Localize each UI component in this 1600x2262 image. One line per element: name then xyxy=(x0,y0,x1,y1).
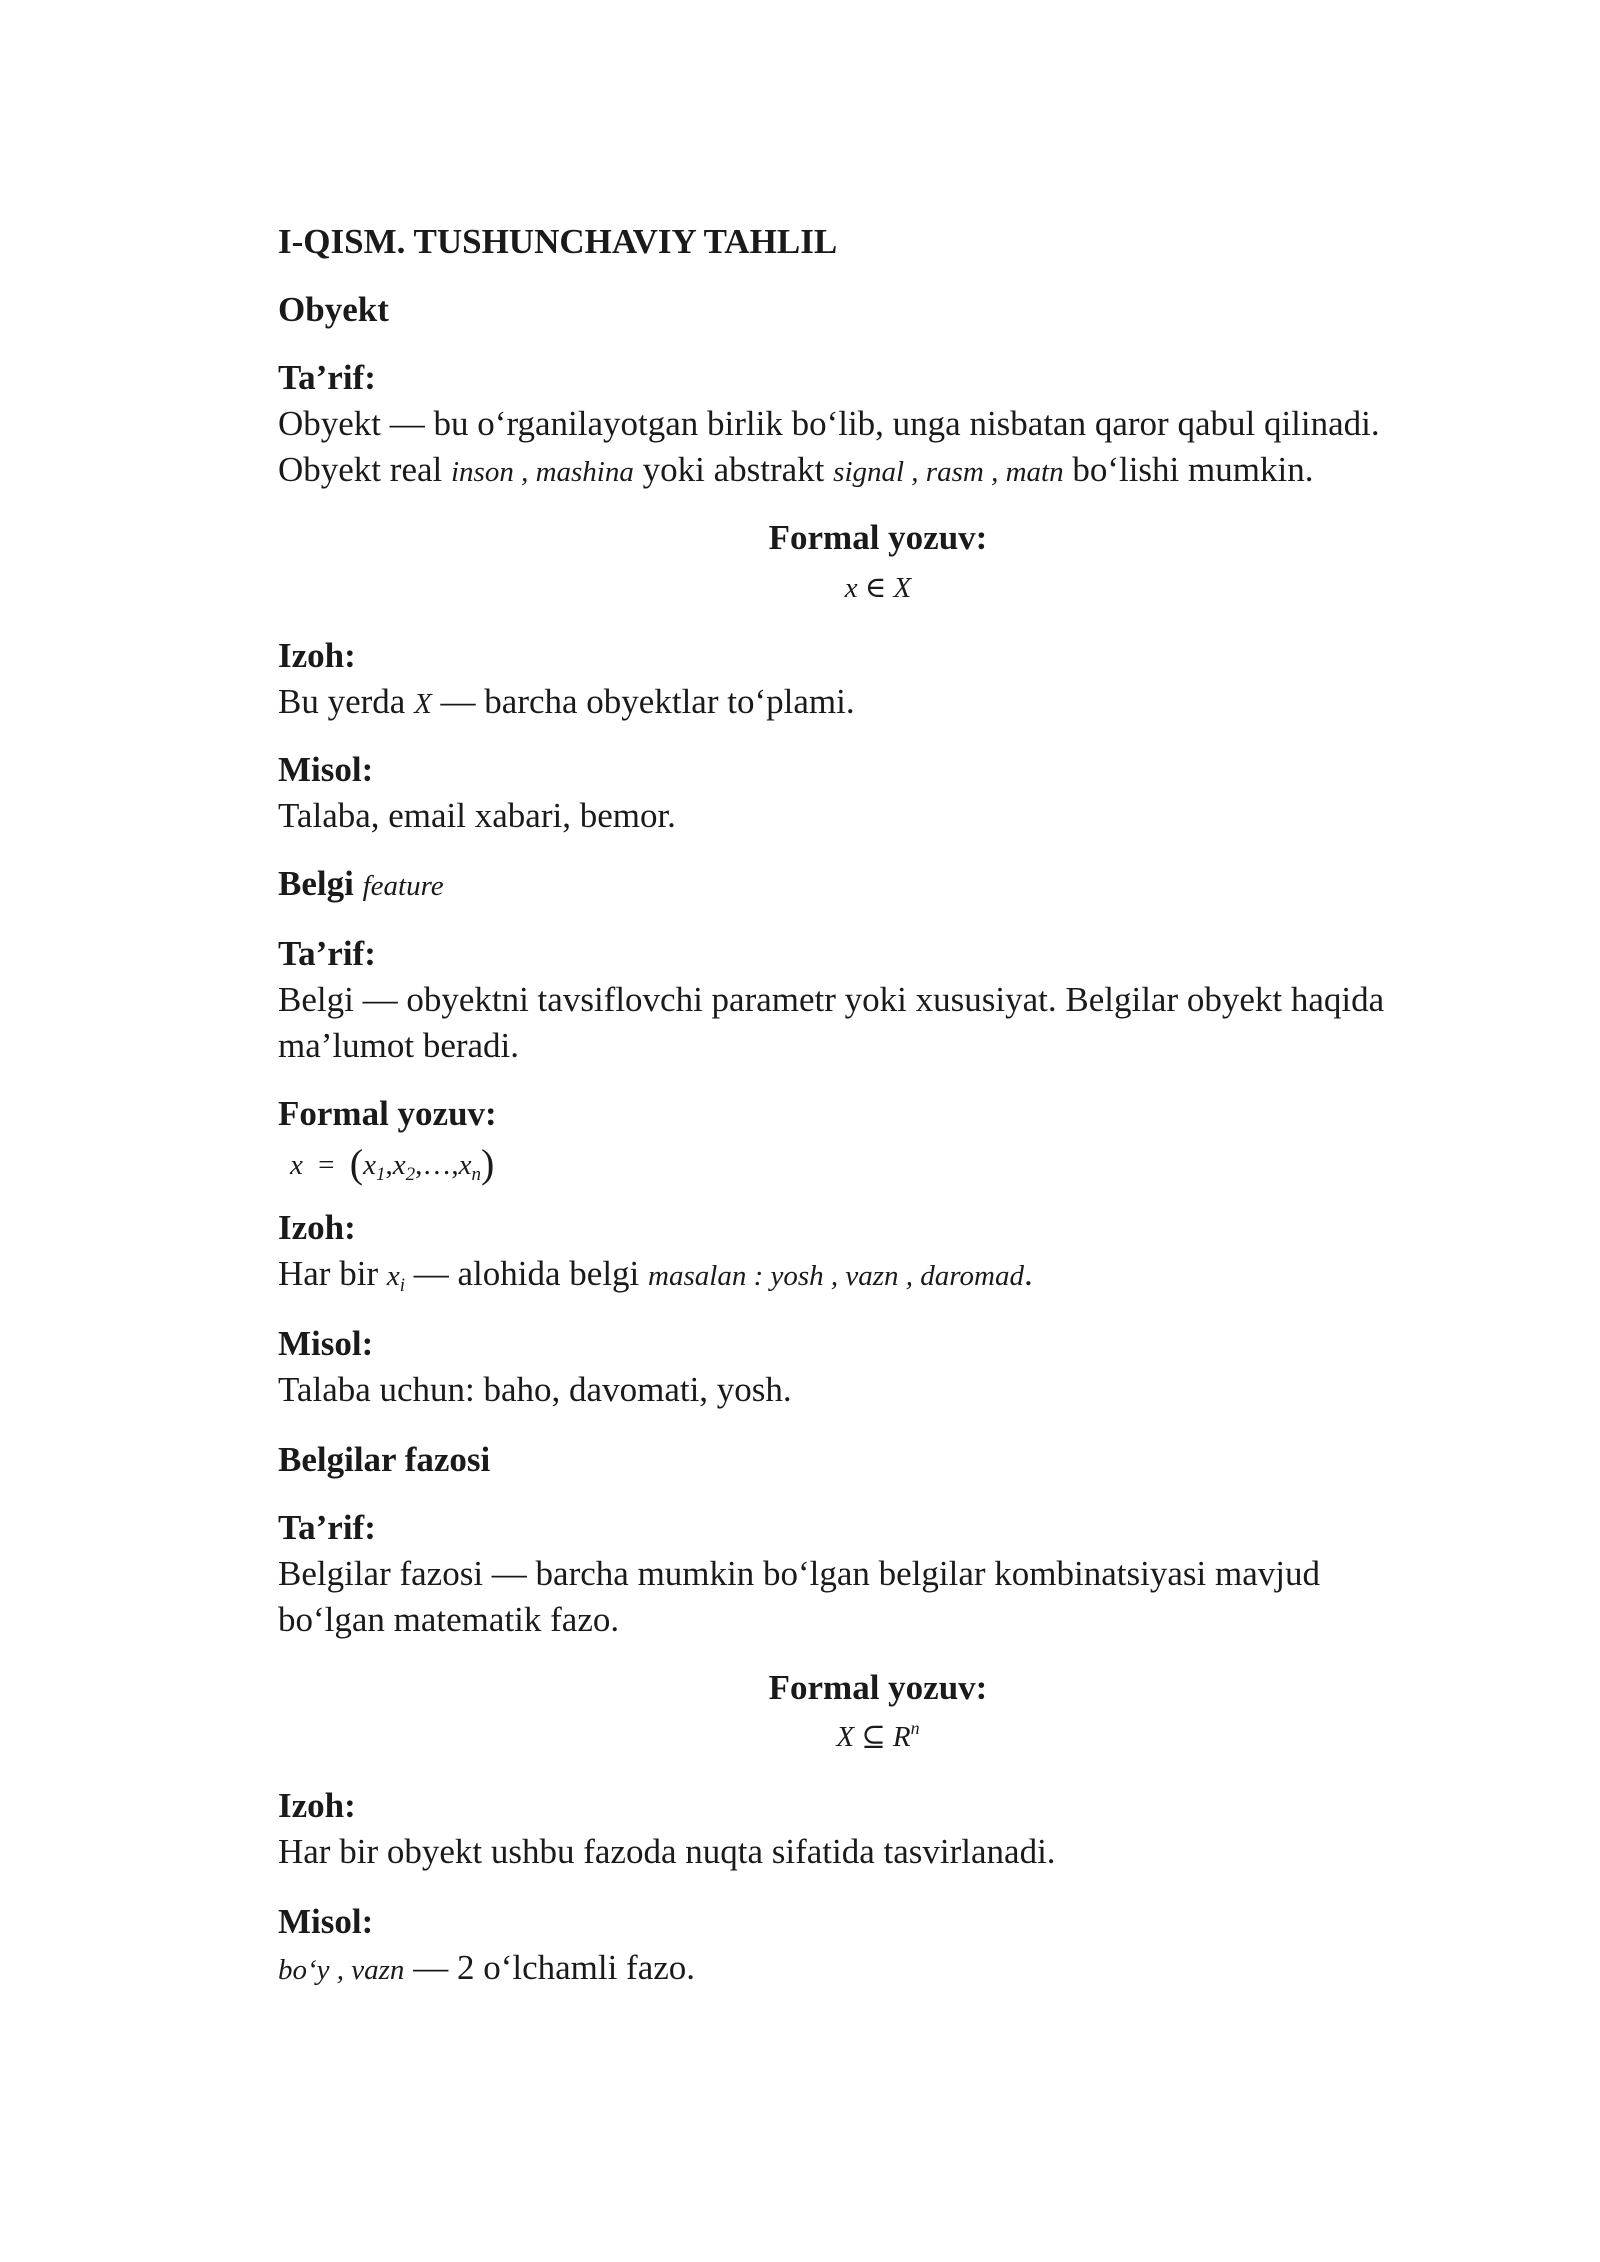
text-run: Har bir xyxy=(278,1254,379,1293)
text-run: — barcha obyektlar to‘plami. xyxy=(440,682,855,721)
example-text: Talaba, email xabari, bemor. xyxy=(278,796,676,835)
note-text xyxy=(278,682,855,722)
text-run: yoki abstrakt xyxy=(642,450,825,489)
example-label: Misol: xyxy=(278,750,374,789)
section-heading-belgilar-fazosi: Belgilar fazosi xyxy=(278,1440,491,1479)
text-run: . xyxy=(1023,1254,1033,1293)
close-paren: ) xyxy=(480,1141,495,1186)
math-operator: = xyxy=(318,1149,335,1181)
definition-label: Ta’rif: xyxy=(278,1508,376,1547)
math-inline: $x_i$ xyxy=(386,1260,406,1296)
definition-label: Ta’rif: xyxy=(278,358,376,397)
text-run: — alohida belgi xyxy=(413,1254,640,1293)
definition-text: Belgilar fazosi — barcha mumkin bo‘lgan belgilar kombinatsiyasi mavjud xyxy=(278,1554,1320,1593)
definition-text: Obyekt — bu o‘rganilayotgan birlik bo‘lib, unga nisbatan qaror qabul qilinadi. xyxy=(278,404,1380,443)
example-label: Misol: xyxy=(278,1324,374,1363)
note-label: Izoh: xyxy=(278,636,356,675)
definition-label: Ta’rif: xyxy=(278,934,376,973)
section-heading-obyekt: Obyekt xyxy=(278,290,389,329)
math-subscript: 1 xyxy=(375,1164,386,1185)
note-text: Har bir obyekt ushbu fazoda nuqta sifatida tasvirlanadi. xyxy=(278,1832,1056,1871)
math-superscript: n xyxy=(910,1718,920,1738)
note-text xyxy=(278,1254,1033,1297)
example-label: Misol: xyxy=(278,1902,374,1941)
math-subscript: 2 xyxy=(405,1164,416,1185)
definition-text xyxy=(278,450,1313,490)
math-ellipsis: ,…, xyxy=(415,1149,459,1181)
math-var: x xyxy=(458,1149,472,1181)
definition-text: bo‘lgan matematik fazo. xyxy=(278,1600,620,1639)
formula: $x = (x_1,x_2,\dots,x_n)$ xyxy=(290,1141,495,1186)
note-label: Izoh: xyxy=(278,1786,356,1825)
math-expression: X ⊆ R xyxy=(836,1721,911,1753)
formal-label: Formal yozuv: xyxy=(768,518,988,557)
math-inline: inson , mashina xyxy=(450,456,634,488)
text-run: Bu yerda xyxy=(278,682,406,721)
heading-text: Belgi xyxy=(278,864,354,903)
formal-label: Formal yozuv: xyxy=(768,1668,988,1707)
note-label: Izoh: xyxy=(278,1208,356,1247)
formula xyxy=(278,1718,1478,1754)
section-heading-belgi xyxy=(278,864,444,904)
math-inline: bo‘y , vazn xyxy=(278,1954,405,1986)
example-text: Talaba uchun: baho, davomati, yosh. xyxy=(278,1370,792,1409)
math-var: x xyxy=(290,1149,303,1181)
text-run: bo‘lishi mumkin. xyxy=(1072,450,1314,489)
definition-text: ma’lumot beradi. xyxy=(278,1026,520,1065)
example-text xyxy=(278,1948,695,1988)
open-paren: ( xyxy=(349,1141,364,1186)
math-inline: signal , rasm , matn xyxy=(833,456,1064,488)
document-title: I-QISM. TUSHUNCHAVIY TAHLIL xyxy=(278,222,838,261)
formal-label: Formal yozuv: xyxy=(278,1094,497,1133)
text-run: — 2 o‘lchamli fazo. xyxy=(413,1948,696,1987)
math-var: x xyxy=(392,1149,406,1181)
text-run: Obyekt real xyxy=(278,450,443,489)
math-var: x xyxy=(363,1149,376,1181)
math-inline: masalan : yosh , vazn , daromad xyxy=(648,1260,1024,1292)
definition-text: Belgi — obyektni tavsiflovchi parametr yoki xususiyat. Belgilar obyekt haqida xyxy=(278,980,1385,1019)
math-subscript: n xyxy=(471,1164,481,1185)
math-inline: feature xyxy=(362,870,444,902)
formula: x ∈ X xyxy=(844,572,912,604)
math-inline: X xyxy=(414,688,432,720)
